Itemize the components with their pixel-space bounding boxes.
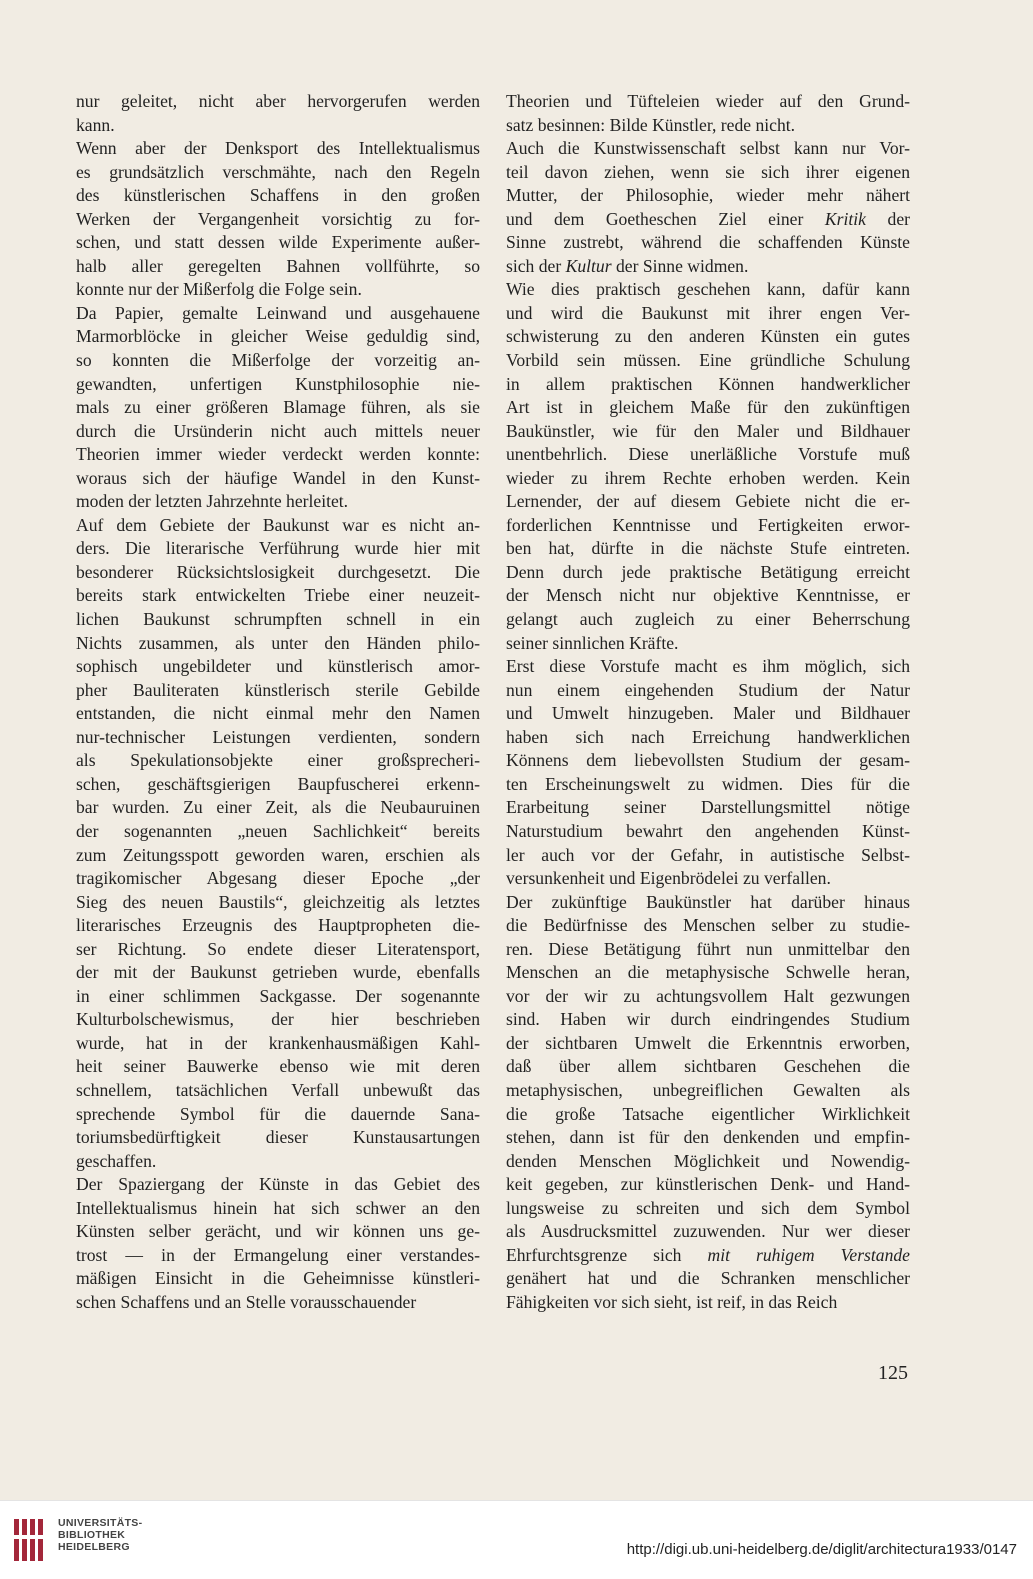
text-line: satz besinnen: Bilde Künstler, rede nicht. <box>506 114 796 135</box>
text-line: trost — in der Ermangelung einer verstandes- <box>76 1244 480 1265</box>
text-line: gewandten, unfertigen Kunstphilosophie nie- <box>76 373 480 394</box>
university-library-logo-icon <box>10 1515 52 1565</box>
text-line: der sichtbaren Umwelt die Erkenntnis erworben, <box>506 1032 910 1053</box>
text-line: keit gegeben, zur künstlerischen Denk- und Hand- <box>506 1174 910 1195</box>
text-line: Wie dies praktisch geschehen kann, dafür kann <box>506 279 910 300</box>
text-line: konnte nur der Mißerfolg die Folge sein. <box>76 279 362 300</box>
text-line: in einer schlimmen Sackgasse. Der sogenannte <box>76 985 480 1006</box>
text-line: heit seiner Bauwerke ebenso wie mit deren <box>76 1056 480 1077</box>
text-line: der Mensch nicht nur objektive Kenntnisse, er <box>506 585 910 606</box>
text-line: Lernender, der auf diesem Gebiete nicht die er- <box>506 491 910 512</box>
text-line: nur geleitet, nicht aber hervorgerufen werden <box>76 91 480 111</box>
text-line: Marmorblöcke in gleicher Weise geduldig sind, <box>76 326 480 347</box>
text-line: ten Erscheinungswelt zu widmen. Dies für die <box>506 773 910 794</box>
library-name-line: UNIVERSITÄTS- <box>58 1517 143 1529</box>
text-line: sprechende Symbol für die dauernde Sana- <box>76 1103 480 1124</box>
text-line: und wird die Baukunst mit ihrer engen Ver- <box>506 302 910 323</box>
text-line: Auf dem Gebiete der Baukunst war es nicht an- <box>76 514 480 535</box>
text-line: moden der letzten Jahrzehnte herleitet. <box>76 491 349 512</box>
text-line: sophisch ungebildeter und künstlerisch amor- <box>76 656 480 677</box>
text-line: Künsten selber gerächt, und wir können uns ge- <box>76 1221 480 1242</box>
text-line: wurde, hat in der krankenhausmäßigen Kahl- <box>76 1032 480 1053</box>
text-line: lungsweise zu schreiten und sich dem Symbol <box>506 1197 910 1218</box>
text-line: Könnens dem liebevollsten Studium der gesam- <box>506 750 910 771</box>
text-line: Baukünstler, wie für den Maler und Bildhauer <box>506 420 910 441</box>
text-line: als Spekulationsobjekte einer großsprecheri- <box>76 750 480 771</box>
text-line: Mutter, der Philosophie, wieder mehr nähert <box>506 185 910 206</box>
text-line: Der zukünftige Baukünstler hat darüber hinaus <box>506 891 910 912</box>
text-line: sind. Haben wir durch eindringendes Studium <box>506 1009 910 1030</box>
paragraph <box>506 891 910 1315</box>
text-line: Erarbeitung seiner Darstellungsmittel nötige <box>506 797 910 818</box>
text-line: bereits stark entwickelten Triebe einer neuzeit- <box>76 585 480 606</box>
text-line: vor der wir zu achtungsvollem Halt gezwungen <box>506 985 910 1006</box>
text-line: der sogenannten „neuen Sachlichkeit“ bereits <box>76 820 480 841</box>
text-line: pher Bauliteraten künstlerisch sterile Gebilde <box>76 679 480 700</box>
text-line: Wenn aber der Denksport des Intellektualismus <box>76 138 480 159</box>
text-line: tragikomischer Abgesang dieser Epoche „der <box>76 868 480 889</box>
text-line: mäßigen Einsicht in die Geheimnisse künstleri- <box>76 1268 480 1289</box>
text-line: forderlichen Kenntnisse und Fertigkeiten erwor- <box>506 514 910 535</box>
text-line: und Umwelt hinzugeben. Maler und Bildhauer <box>506 703 910 724</box>
text-line: Der Spaziergang der Künste in das Gebiet des <box>76 1174 480 1195</box>
library-name <box>58 1517 142 1553</box>
text-line: Werken der Vergangenheit vorsichtig zu for- <box>76 208 480 229</box>
text-line: schen Schaffens und an Stelle vorausschauender <box>76 1291 417 1312</box>
left-text-column <box>76 90 480 1314</box>
page-number: 125 <box>878 1362 908 1384</box>
paragraph <box>506 655 910 890</box>
text-line: Auch die Kunstwissenschaft selbst kann nur Vor- <box>506 138 910 159</box>
text-line: Art ist in gleichem Maße für den zukünftigen <box>506 397 910 418</box>
text-line: schen, geschäftsgierigen Baupfuscherei erkenn- <box>76 773 480 794</box>
text-line: die Bedürfnisse des Menschen selber zu studie- <box>506 915 910 936</box>
text-line: Erst diese Vorstufe macht es ihm möglich, sich <box>506 656 910 677</box>
paragraph <box>506 278 910 655</box>
text-line: genähert hat und die Schranken menschlicher <box>506 1268 910 1289</box>
text-line: seiner sinnlichen Kräfte. <box>506 632 679 653</box>
paragraph <box>506 137 910 278</box>
text-line: mals zu einer größeren Blamage führen, als sie <box>76 397 480 418</box>
text-line: des künstlerischen Schaffens in den großen <box>76 185 480 206</box>
text-line: halb aller geregelten Bahnen vollführte, so <box>76 255 480 276</box>
text-line: die große Tatsache eigentlicher Wirklichkeit <box>506 1103 910 1124</box>
text-line: teil davon ziehen, wenn sie sich ihrer eigenen <box>506 161 910 182</box>
paragraph <box>506 90 910 137</box>
text-line: Menschen an die metaphysische Schwelle heran, <box>506 962 910 983</box>
paragraph <box>76 137 480 302</box>
text-line: zum Zeitungsspott geworden waren, erschien als <box>76 844 480 865</box>
text-line: und dem Goetheschen Ziel einer Kritik der <box>506 208 910 229</box>
text-line: versunkenheit und Eigenbrödelei zu verfallen. <box>506 868 831 889</box>
text-line: nun einem eingehenden Studium der Natur <box>506 679 910 700</box>
text-line: kann. <box>76 114 115 135</box>
text-line: denden Menschen Möglichkeit und Nowendig- <box>506 1150 910 1171</box>
text-line: Theorien und Tüfteleien wieder auf den Grund- <box>506 91 910 111</box>
text-line: ler auch vor der Gefahr, in autistische Selbst- <box>506 844 910 865</box>
right-text-column <box>506 90 910 1314</box>
text-line: es grundsätzlich verschmähte, nach den Regeln <box>76 161 480 182</box>
text-line: metaphysischen, unbegreiflichen Gewalten als <box>506 1079 910 1100</box>
text-line: Denn durch jede praktische Betätigung erreicht <box>506 561 910 582</box>
footer-bar <box>0 1500 1033 1579</box>
source-url-link[interactable]: http://digi.ub.uni-heidelberg.de/diglit/architectura1933/0147 <box>626 1541 1017 1558</box>
library-name-line: HEIDELBERG <box>58 1541 130 1553</box>
text-line: besonderer Rücksichtslosigkeit durchgesetzt. Die <box>76 561 480 582</box>
text-line: so konnten die Mißerfolge der vorzeitig an- <box>76 350 480 371</box>
text-line: entstanden, die nicht einmal mehr den Namen <box>76 703 480 724</box>
text-line: Naturstudium bewahrt den angehenden Künst- <box>506 820 910 841</box>
paragraph <box>76 1173 480 1314</box>
text-line: geschaffen. <box>76 1150 157 1171</box>
text-line: Ehrfurchtsgrenze sich mit ruhigem Verstande <box>506 1244 910 1265</box>
text-line: Sinne zustrebt, während die schaffenden Künste <box>506 232 910 253</box>
text-line: stehen, dann ist für den denkenden und empfin- <box>506 1127 910 1148</box>
library-name-line: BIBLIOTHEK <box>58 1529 126 1541</box>
text-line: bar wurden. Zu einer Zeit, als die Neubauruinen <box>76 797 480 818</box>
paragraph <box>76 514 480 1173</box>
text-line: nur-technischer Leistungen verdienten, sondern <box>76 726 480 747</box>
text-line: literarisches Erzeugnis des Hauptpropheten die- <box>76 915 480 936</box>
text-line: durch die Ursünderin nicht auch mittels neuer <box>76 420 480 441</box>
text-line: Nichts zusammen, als unter den Händen philo- <box>76 632 480 653</box>
text-line: schnellem, tatsächlichen Verfall unbewußt das <box>76 1079 480 1100</box>
text-line: Vorbild sein müssen. Eine gründliche Schulung <box>506 350 910 371</box>
text-line: Fähigkeiten vor sich sieht, ist reif, in das Reich <box>506 1291 838 1312</box>
text-line: in allem praktischen Können handwerklicher <box>506 373 910 394</box>
text-line: sich der Kultur der Sinne widmen. <box>506 255 749 276</box>
text-line: haben sich nach Erreichung handwerklichen <box>506 726 910 747</box>
text-line: woraus sich der häufige Wandel in den Kunst- <box>76 467 480 488</box>
text-line: Kulturbolschewismus, der hier beschrieben <box>76 1009 480 1030</box>
paragraph <box>76 90 480 137</box>
text-line: schen, und statt dessen wilde Experimente außer- <box>76 232 480 253</box>
text-line: lichen Baukunst schrumpften schnell in ein <box>76 609 480 630</box>
text-line: schwisterung zu den anderen Künsten ein gutes <box>506 326 910 347</box>
text-line: ren. Diese Betätigung führt nun unmittelbar den <box>506 938 910 959</box>
text-line: Theorien immer wieder verdeckt werden konnte: <box>76 444 480 465</box>
text-line: unentbehrlich. Diese unerläßliche Vorstufe muß <box>506 444 910 465</box>
text-line: toriumsbedürftigkeit dieser Kunstausartungen <box>76 1127 480 1148</box>
text-line: der mit der Baukunst getrieben wurde, ebenfalls <box>76 962 480 983</box>
text-line: Sieg des neuen Baustils“, gleichzeitig als letztes <box>76 891 480 912</box>
paragraph <box>76 302 480 514</box>
text-line: ders. Die literarische Verführung wurde hier mit <box>76 538 480 559</box>
text-line: als Ausdrucksmittel zuzuwenden. Nur wer dieser <box>506 1221 910 1242</box>
text-line: ser Richtung. So endete dieser Literatensport, <box>76 938 480 959</box>
text-line: daß über allem sichtbaren Geschehen die <box>506 1056 910 1077</box>
text-line: ben hat, dürfte in die nächste Stufe eintreten. <box>506 538 910 559</box>
text-line: gelangt auch zugleich zu einer Beherrschung <box>506 609 910 630</box>
text-line: Da Papier, gemalte Leinwand und ausgehauene <box>76 302 480 323</box>
text-line: wieder zu ihrem Rechte erhoben werden. Kein <box>506 467 910 488</box>
text-line: Intellektualismus hinein hat sich schwer an den <box>76 1197 480 1218</box>
